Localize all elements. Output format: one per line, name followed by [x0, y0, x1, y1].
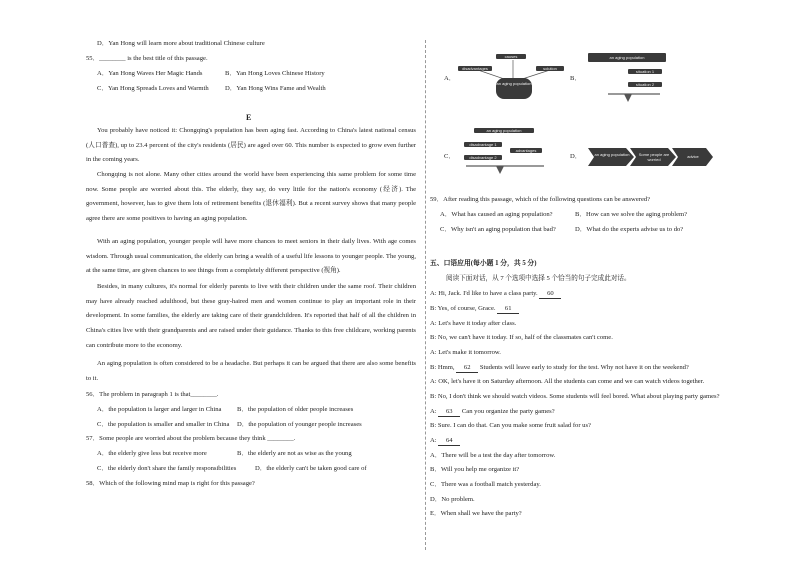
q57-option-b: B．the elderly are not as wise as the young: [237, 450, 352, 457]
mindmap-c-node-2: disadvantage 2: [464, 155, 502, 160]
dialogue-line-2: B: Yes, of course, Grace. 61: [430, 305, 519, 314]
q56-option-c: C．the population is smaller and smaller in China: [97, 421, 230, 428]
choice-c: C．There was a football match yesterday.: [430, 481, 541, 488]
q55-option-c: C．Yan Hong Spreads Loves and Warmth: [97, 85, 209, 92]
q56-option-d: D．the population of younger people increases: [237, 421, 362, 428]
mindmap-d: [588, 148, 713, 166]
mindmap-c-label: C．: [444, 153, 455, 160]
mindmap-c: [464, 126, 574, 176]
mindmap-c-title: an aging population: [474, 128, 534, 133]
mindmap-c-scale: [464, 126, 574, 176]
q57-stem: 57．Some people are worried about the problem because they think ________.: [86, 435, 296, 442]
mindmap-a-node-disadvantages: disadvantages: [458, 66, 492, 71]
section-5-heading: 五、口语应用(每小题 1 分，共 5 分): [430, 260, 537, 267]
dialogue-line-1: A: Hi, Jack. I'd like to have a class party. 60: [430, 290, 561, 299]
mindmap-c-node-1: disadvantage 1: [464, 142, 502, 147]
dialogue-line-9: A: 63 Can you organize the party games?: [430, 408, 555, 415]
q59-option-c: C．Why isn't an aging population that bad?: [440, 226, 556, 233]
dialogue-line-3: A: Let's have it today after class.: [430, 320, 517, 327]
mindmap-d-node-3: advice: [687, 154, 699, 159]
passage-paragraph-1: You probably have noticed it: Chongqing's population has been aging fast. According to China's latest national census (人口普查), up to 23.4 percent of the city's residents (居民) are aged over 60. This number is expected to grow even further in the coming years.: [86, 127, 416, 164]
mindmap-a-center: an aging population: [496, 78, 532, 99]
dialogue-line-7: A: OK, let's have it on Saturday afternoon. All the students can come and we can watch videos together.: [430, 378, 705, 385]
passage-paragraph-2: Chongqing is not alone. Many other cities around the world have been experiencing this same problem for some time now. Some people are worried about this. The elderly, they say, do very little for the nation's economy (经济). The government, however, has to give them lots of retirement benefits (退休福利). But a recent survey shows that many people agree there are some positives to having an aging population.: [86, 171, 416, 223]
mindmap-a-node-solution: solution: [536, 66, 564, 71]
passage-paragraph-5: An aging population is often considered to be a headache. But perhaps it can be argued that there are also some benefits to it.: [86, 360, 416, 382]
q55-option-d: D．Yan Hong Wins Fame and Wealth: [225, 85, 326, 92]
q55-stem: 55．________ is the best title of this passage.: [86, 55, 208, 62]
passage-paragraph-3: With an aging population, younger people will have more chances to meet seniors in their daily lives. With age comes wisdom. Through usual communication, the elderly can bring a wealth of a useful life lessons to younger people. The young, at the same time, are given chances to see things from a completely different perspective (视角).: [86, 238, 416, 275]
dialogue-line-4: B: No, we can't have it today. If so, half of the classmates can't come.: [430, 334, 613, 341]
mindmap-b-label: B．: [570, 75, 581, 82]
mindmap-a-node-causes: causes: [496, 54, 526, 59]
q57-option-c: C．the elderly don't share the family responsibilities: [97, 465, 237, 472]
q55-option-b: B．Yan Hong Loves Chinese History: [225, 70, 325, 77]
mindmap-b-node-1: situation 1: [628, 69, 662, 74]
blank-62[interactable]: 62: [456, 364, 478, 373]
q57-option-a: A．the elderly give less but receive more: [97, 450, 207, 457]
mindmap-a-label: A．: [444, 75, 456, 82]
mindmap-b-scale: [588, 50, 670, 105]
dialogue-line-11: A: 64: [430, 437, 460, 446]
mindmap-d-node-2: Some people are worried: [638, 152, 670, 162]
mindmap-c-node-3: advantages: [510, 148, 542, 153]
q58-stem: 58．Which of the following mind map is right for this passage?: [86, 480, 255, 487]
q57-option-d: D．the elderly can't be taken good care of: [255, 465, 367, 472]
choice-d: D．No problem.: [430, 496, 475, 503]
mindmap-a: [458, 50, 568, 105]
q55-option-a: A．Yan Hong Waves Her Magic Hands: [97, 70, 203, 77]
q59-option-a: A．What has caused an aging population?: [440, 211, 553, 218]
blank-60[interactable]: 60: [539, 290, 561, 299]
choice-e: E．When shall we have the party?: [430, 510, 522, 517]
choice-b: B．Will you help me organize it?: [430, 466, 520, 473]
q56-option-a: A．the population is larger and larger in China: [97, 406, 222, 413]
dialogue-line-6: B: Hmm, 62 Students will leave early to study for the test. Why not have it on the weekend?: [430, 364, 689, 371]
dialogue-line-5: A: Let's make it tomorrow.: [430, 349, 501, 356]
q54-option-d: D．Yan Hong will learn more about traditional Chinese culture: [97, 40, 265, 47]
blank-64[interactable]: 64: [438, 437, 460, 446]
q59-option-d: D．What do the experts advise us to do?: [575, 226, 684, 233]
q56-option-b: B．the population of older people increases: [237, 406, 354, 413]
blank-61[interactable]: 61: [497, 305, 519, 314]
column-divider: [425, 40, 426, 550]
q59-option-b: B．How can we solve the aging problem?: [575, 211, 688, 218]
section-5-instruction: 阅读下面对话，从 7 个选项中选择 5 个恰当的句子完成此对话。: [446, 275, 631, 282]
section-e-heading: E: [246, 113, 252, 122]
choice-a: A．There will be a test the day after tomorrow.: [430, 452, 556, 459]
q56-stem: 56．The problem in paragraph 1 is that________.: [86, 391, 219, 398]
dialogue-line-10: B: Sure. I can do that. Can you make some fruit salad for us?: [430, 422, 591, 429]
passage-paragraph-4: Besides, in many cultures, it's normal for elderly parents to live with their children under the same roof. Their children may have already reached adulthood, but these gray-haired men and women continue to play an important role in their development. In some families, the elderly are taking care of their grandchildren. It's reported that half of all the children in China's cities live with their grandparents and are raised under their guidance. Thanks to this free childcare, working parents can contribute more to the economy.: [86, 283, 416, 349]
q59-stem: 59．After reading this passage, which of the following questions can be answered?: [430, 196, 651, 203]
mindmap-b-title: an aging population: [588, 53, 666, 62]
mindmap-d-node-1: an aging population: [594, 152, 630, 157]
dialogue-line-8: B: No, I don't think we should watch videos. Some students will feel bored. What about playing party games?: [430, 393, 720, 400]
mindmap-d-label: D．: [570, 153, 582, 160]
mindmap-b-node-2: situation 2: [628, 82, 662, 87]
mindmap-b: [588, 50, 670, 105]
blank-63[interactable]: 63: [438, 408, 460, 417]
